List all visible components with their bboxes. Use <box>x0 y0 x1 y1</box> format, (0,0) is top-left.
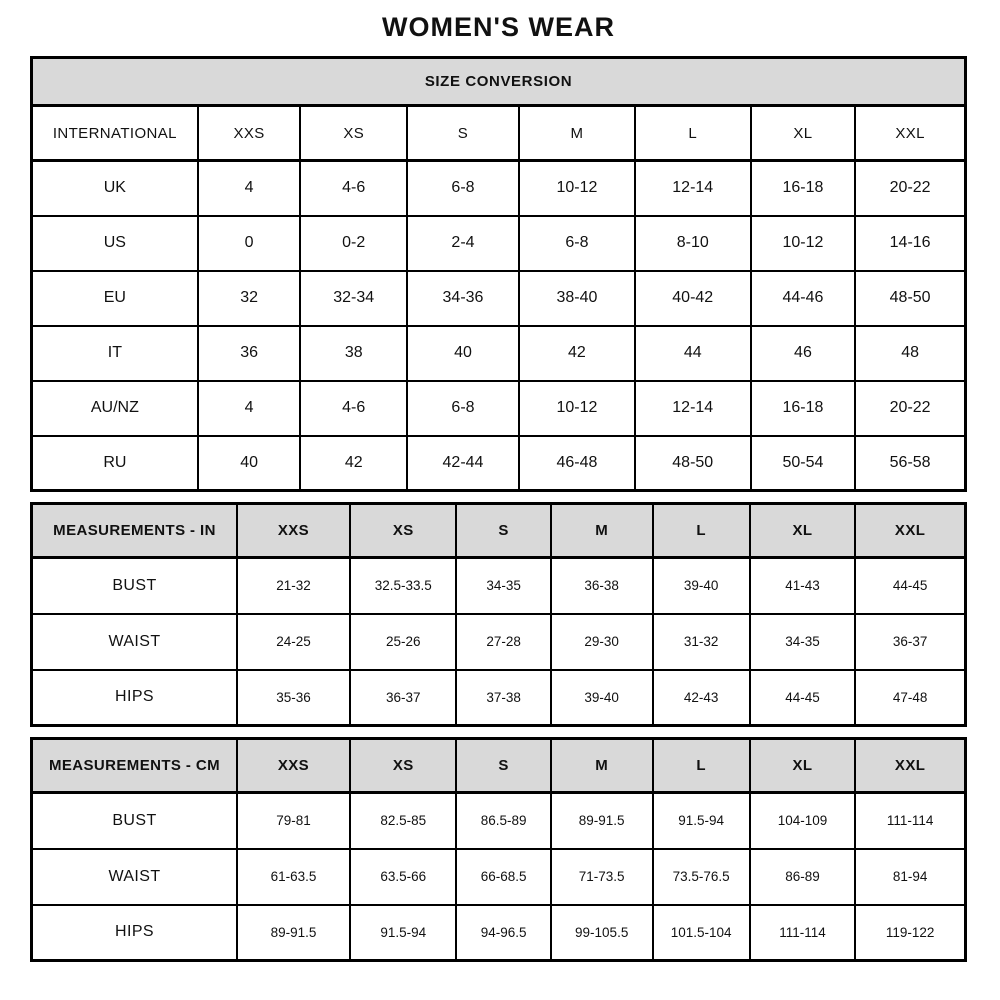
table-title: MEASUREMENTS - CM <box>32 739 237 793</box>
size-column-header: XXS <box>198 106 301 161</box>
value-cell: 20-22 <box>855 381 965 436</box>
row-label: HIPS <box>32 670 237 726</box>
row-label: WAIST <box>32 614 237 670</box>
value-cell: 4-6 <box>300 381 406 436</box>
column-header-row <box>32 106 966 161</box>
value-cell: 48-50 <box>855 271 965 326</box>
size-column-header: XL <box>750 739 856 793</box>
value-cell: 6-8 <box>407 161 519 216</box>
size-column-header: L <box>635 106 751 161</box>
size-column-header: M <box>551 504 653 558</box>
size-column-header: XXS <box>237 504 350 558</box>
value-cell: 36-37 <box>350 670 456 726</box>
value-cell: 0 <box>198 216 301 271</box>
value-cell: 21-32 <box>237 558 350 614</box>
table-row <box>32 793 966 849</box>
value-cell: 16-18 <box>751 161 856 216</box>
row-label: RU <box>32 436 198 491</box>
value-cell: 86.5-89 <box>456 793 550 849</box>
size-conversion-table <box>30 56 967 492</box>
table-row <box>32 905 966 961</box>
column-header-row <box>32 739 966 793</box>
table-row <box>32 381 966 436</box>
value-cell: 111-114 <box>855 793 965 849</box>
value-cell: 6-8 <box>407 381 519 436</box>
table-row <box>32 614 966 670</box>
column-header-row <box>32 504 966 558</box>
value-cell: 42 <box>519 326 635 381</box>
row-label: AU/NZ <box>32 381 198 436</box>
value-cell: 25-26 <box>350 614 456 670</box>
value-cell: 14-16 <box>855 216 965 271</box>
value-cell: 101.5-104 <box>653 905 750 961</box>
value-cell: 46 <box>751 326 856 381</box>
value-cell: 10-12 <box>519 381 635 436</box>
value-cell: 34-35 <box>456 558 550 614</box>
value-cell: 44-45 <box>855 558 965 614</box>
value-cell: 10-12 <box>519 161 635 216</box>
value-cell: 12-14 <box>635 161 751 216</box>
value-cell: 91.5-94 <box>653 793 750 849</box>
value-cell: 91.5-94 <box>350 905 456 961</box>
value-cell: 104-109 <box>750 793 856 849</box>
size-column-header: XXS <box>237 739 350 793</box>
value-cell: 111-114 <box>750 905 856 961</box>
value-cell: 44 <box>635 326 751 381</box>
row-label: UK <box>32 161 198 216</box>
value-cell: 6-8 <box>519 216 635 271</box>
table-row <box>32 216 966 271</box>
size-column-header: L <box>653 739 750 793</box>
value-cell: 99-105.5 <box>551 905 653 961</box>
value-cell: 12-14 <box>635 381 751 436</box>
size-column-header: XL <box>751 106 856 161</box>
size-column-header: M <box>551 739 653 793</box>
row-label: IT <box>32 326 198 381</box>
value-cell: 42-44 <box>407 436 519 491</box>
size-column-header: M <box>519 106 635 161</box>
value-cell: 42-43 <box>653 670 750 726</box>
value-cell: 20-22 <box>855 161 965 216</box>
value-cell: 79-81 <box>237 793 350 849</box>
table-row <box>32 849 966 905</box>
value-cell: 89-91.5 <box>237 905 350 961</box>
table-row <box>32 436 966 491</box>
value-cell: 48 <box>855 326 965 381</box>
value-cell: 34-36 <box>407 271 519 326</box>
value-cell: 48-50 <box>635 436 751 491</box>
table-title-row <box>32 58 966 106</box>
value-cell: 94-96.5 <box>456 905 550 961</box>
value-cell: 31-32 <box>653 614 750 670</box>
row-label: EU <box>32 271 198 326</box>
value-cell: 32 <box>198 271 301 326</box>
value-cell: 34-35 <box>750 614 856 670</box>
row-label: BUST <box>32 558 237 614</box>
value-cell: 63.5-66 <box>350 849 456 905</box>
size-column-header: XXL <box>855 739 965 793</box>
table-row <box>32 271 966 326</box>
value-cell: 32-34 <box>300 271 406 326</box>
value-cell: 4 <box>198 381 301 436</box>
value-cell: 119-122 <box>855 905 965 961</box>
value-cell: 38-40 <box>519 271 635 326</box>
value-cell: 44-45 <box>750 670 856 726</box>
table-row <box>32 161 966 216</box>
value-cell: 27-28 <box>456 614 550 670</box>
row-label: HIPS <box>32 905 237 961</box>
value-cell: 35-36 <box>237 670 350 726</box>
size-column-header: S <box>456 504 550 558</box>
value-cell: 81-94 <box>855 849 965 905</box>
size-column-header: XS <box>350 504 456 558</box>
table-row <box>32 558 966 614</box>
value-cell: 39-40 <box>653 558 750 614</box>
value-cell: 86-89 <box>750 849 856 905</box>
value-cell: 47-48 <box>855 670 965 726</box>
size-column-header: L <box>653 504 750 558</box>
table-row <box>32 326 966 381</box>
column-header-label: INTERNATIONAL <box>32 106 198 161</box>
size-column-header: XS <box>350 739 456 793</box>
size-column-header: XXL <box>855 106 965 161</box>
value-cell: 40 <box>198 436 301 491</box>
size-column-header: XS <box>300 106 406 161</box>
size-column-header: S <box>456 739 550 793</box>
value-cell: 89-91.5 <box>551 793 653 849</box>
table-title: SIZE CONVERSION <box>32 58 966 106</box>
value-cell: 16-18 <box>751 381 856 436</box>
value-cell: 40 <box>407 326 519 381</box>
value-cell: 73.5-76.5 <box>653 849 750 905</box>
value-cell: 37-38 <box>456 670 550 726</box>
value-cell: 46-48 <box>519 436 635 491</box>
value-cell: 36-37 <box>855 614 965 670</box>
size-column-header: XXL <box>855 504 965 558</box>
value-cell: 4 <box>198 161 301 216</box>
value-cell: 61-63.5 <box>237 849 350 905</box>
value-cell: 66-68.5 <box>456 849 550 905</box>
measurements-in-table <box>30 502 967 727</box>
value-cell: 40-42 <box>635 271 751 326</box>
value-cell: 44-46 <box>751 271 856 326</box>
row-label: US <box>32 216 198 271</box>
value-cell: 39-40 <box>551 670 653 726</box>
value-cell: 4-6 <box>300 161 406 216</box>
value-cell: 42 <box>300 436 406 491</box>
value-cell: 82.5-85 <box>350 793 456 849</box>
value-cell: 32.5-33.5 <box>350 558 456 614</box>
size-column-header: XL <box>750 504 856 558</box>
value-cell: 8-10 <box>635 216 751 271</box>
value-cell: 0-2 <box>300 216 406 271</box>
value-cell: 38 <box>300 326 406 381</box>
size-column-header: S <box>407 106 519 161</box>
value-cell: 56-58 <box>855 436 965 491</box>
value-cell: 2-4 <box>407 216 519 271</box>
value-cell: 41-43 <box>750 558 856 614</box>
table-row <box>32 670 966 726</box>
value-cell: 36-38 <box>551 558 653 614</box>
row-label: BUST <box>32 793 237 849</box>
measurements-cm-table <box>30 737 967 962</box>
page-title: WOMEN'S WEAR <box>382 12 615 42</box>
value-cell: 10-12 <box>751 216 856 271</box>
row-label: WAIST <box>32 849 237 905</box>
value-cell: 50-54 <box>751 436 856 491</box>
table-title: MEASUREMENTS - IN <box>32 504 237 558</box>
value-cell: 36 <box>198 326 301 381</box>
value-cell: 29-30 <box>551 614 653 670</box>
value-cell: 24-25 <box>237 614 350 670</box>
value-cell: 71-73.5 <box>551 849 653 905</box>
